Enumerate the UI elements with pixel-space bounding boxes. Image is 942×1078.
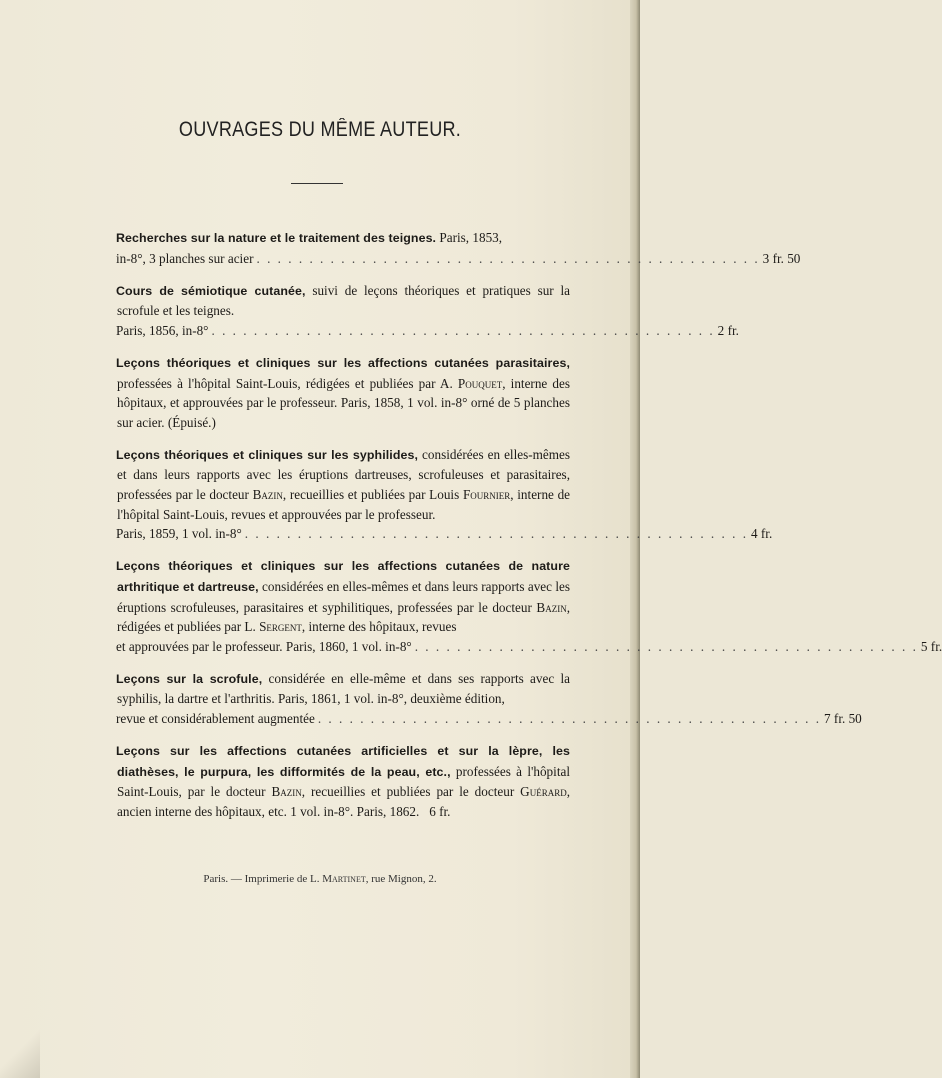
work-title: Leçons théoriques et cliniques sur les affections cutanées parasitaires,	[116, 355, 570, 370]
work-text: , interne de l'hôpital Saint-Louis, revues et approuvées par le professeur.	[117, 487, 571, 522]
work-price: 4 fr.	[751, 526, 773, 542]
title-rule	[291, 183, 343, 184]
work-title: Cours de sémiotique cutanée,	[116, 283, 306, 298]
person-name: Bazin	[536, 599, 567, 615]
work-tail-line	[116, 637, 942, 657]
work-text: professées à l'hôpital Saint-Louis, rédigées et publiées par A.	[117, 375, 453, 391]
person-name: Bazin	[252, 487, 283, 503]
work-text: , interne des hôpitaux, et approuvées par le professeur. Paris, 1858, 1 vol. in-8° orné de 5 planches sur acier. (Épuisé.)	[117, 375, 570, 430]
work-entry-5	[116, 556, 942, 656]
work-entry-1	[116, 228, 801, 268]
work-tail-line	[116, 321, 739, 341]
work-text: considérées en elles-mêmes et dans leurs rapports avec les éruptions dartreuses, scrofuleuses et parasitaires, professées par le docteur	[117, 446, 570, 503]
work-tail: in-8°, 3 planches sur acier	[116, 250, 254, 266]
work-price: 5 fr.	[920, 638, 942, 654]
person-name: Bazin	[271, 784, 302, 800]
person-name: Guérard	[520, 784, 567, 800]
work-text: professées à l'hôpital Saint-Louis, par le docteur	[117, 763, 570, 800]
work-tail-line	[116, 249, 801, 269]
work-tail: Paris, 1856, in-8°	[116, 322, 209, 338]
person-name: Fournier	[462, 487, 511, 503]
work-price: 3 fr. 50	[762, 250, 801, 266]
leader-dots: . . . . . . . . . . . . . . . . . . . . . . . . . . . . . . . . . . . . . . . . . . . . . . . .	[414, 638, 918, 654]
work-entry-3	[117, 353, 570, 432]
work-title: Leçons théoriques et cliniques sur les affections cutanées de nature arthritique et dartreuse,	[116, 559, 570, 594]
work-text: Paris, 1853,	[436, 230, 503, 245]
imprint-prefix: Paris. — Imprimerie de L.	[203, 873, 320, 885]
work-price: 7 fr. 50	[824, 710, 862, 726]
work-text: , recueillies et publiées par le docteur	[301, 784, 515, 800]
work-tail: et approuvées par le professeur. Paris, 1860, 1 vol. in-8°	[116, 638, 412, 654]
work-text: considérée en elle-même et dans ses rapports avec la syphilis, la dartre et l'arthritis. Paris, 1861, 1 vol. in-8°, deuxième édition,	[117, 670, 570, 707]
work-tail-line	[116, 709, 862, 729]
work-entry-7	[117, 741, 570, 821]
work-tail: Paris, 1859, 1 vol. in-8°	[116, 526, 242, 542]
person-name: Sergent	[259, 619, 302, 635]
page-corner-shadow	[0, 1018, 40, 1078]
work-entry-4	[116, 445, 773, 544]
printer-name: Martinet	[322, 873, 366, 885]
work-text: considérées en elles-mêmes et dans leurs rapports avec les éruptions scrofuleuses, parasitaires et syphilitiques, professées par le docteur	[117, 578, 570, 615]
works-list	[116, 228, 942, 834]
work-price: 6 fr.	[429, 803, 451, 819]
imprint-suffix: , rue Mignon, 2.	[365, 873, 437, 885]
page-title: OUVRAGES DU MÊME AUTEUR.	[178, 118, 462, 141]
work-text: , ancien interne des hôpitaux, etc. 1 vol. in-8°. Paris, 1862.	[117, 784, 570, 819]
work-tail: revue et considérablement augmentée	[116, 710, 315, 726]
work-title: Leçons sur les affections cutanées artificielles et sur la lèpre, les diathèses, le purpura, les difformités de la peau, etc.,	[116, 744, 570, 779]
work-title: Leçons sur la scrofule,	[116, 671, 263, 686]
person-name: Pouquet	[457, 375, 503, 391]
work-title: Recherches sur la nature et le traitement des teignes.	[116, 231, 437, 245]
printer-imprint	[0, 873, 640, 885]
work-entry-2	[116, 281, 739, 341]
work-text: , rédigées et publiées par L.	[117, 599, 570, 635]
work-price: 2 fr.	[717, 322, 739, 338]
work-text: suivi de leçons théoriques et pratiques sur la scrofule et les teignes.	[117, 282, 570, 319]
leader-dots: . . . . . . . . . . . . . . . . . . . . . . . . . . . . . . . . . . . . . . . . . . . . . . . .	[256, 250, 760, 266]
work-tail-line	[116, 524, 773, 544]
work-text: , interne des hôpitaux, revues	[301, 619, 457, 635]
work-text: , recueillies et publiées par Louis	[282, 487, 460, 503]
leader-dots: . . . . . . . . . . . . . . . . . . . . . . . . . . . . . . . . . . . . . . . . . . . . . . . .	[317, 710, 822, 726]
leader-dots: . . . . . . . . . . . . . . . . . . . . . . . . . . . . . . . . . . . . . . . . . . . . . . . .	[211, 322, 715, 338]
work-entry-6	[116, 669, 862, 729]
work-title: Leçons théoriques et cliniques sur les syphilides,	[116, 447, 419, 462]
leader-dots: . . . . . . . . . . . . . . . . . . . . . . . . . . . . . . . . . . . . . . . . . . . . . . . .	[244, 526, 748, 542]
